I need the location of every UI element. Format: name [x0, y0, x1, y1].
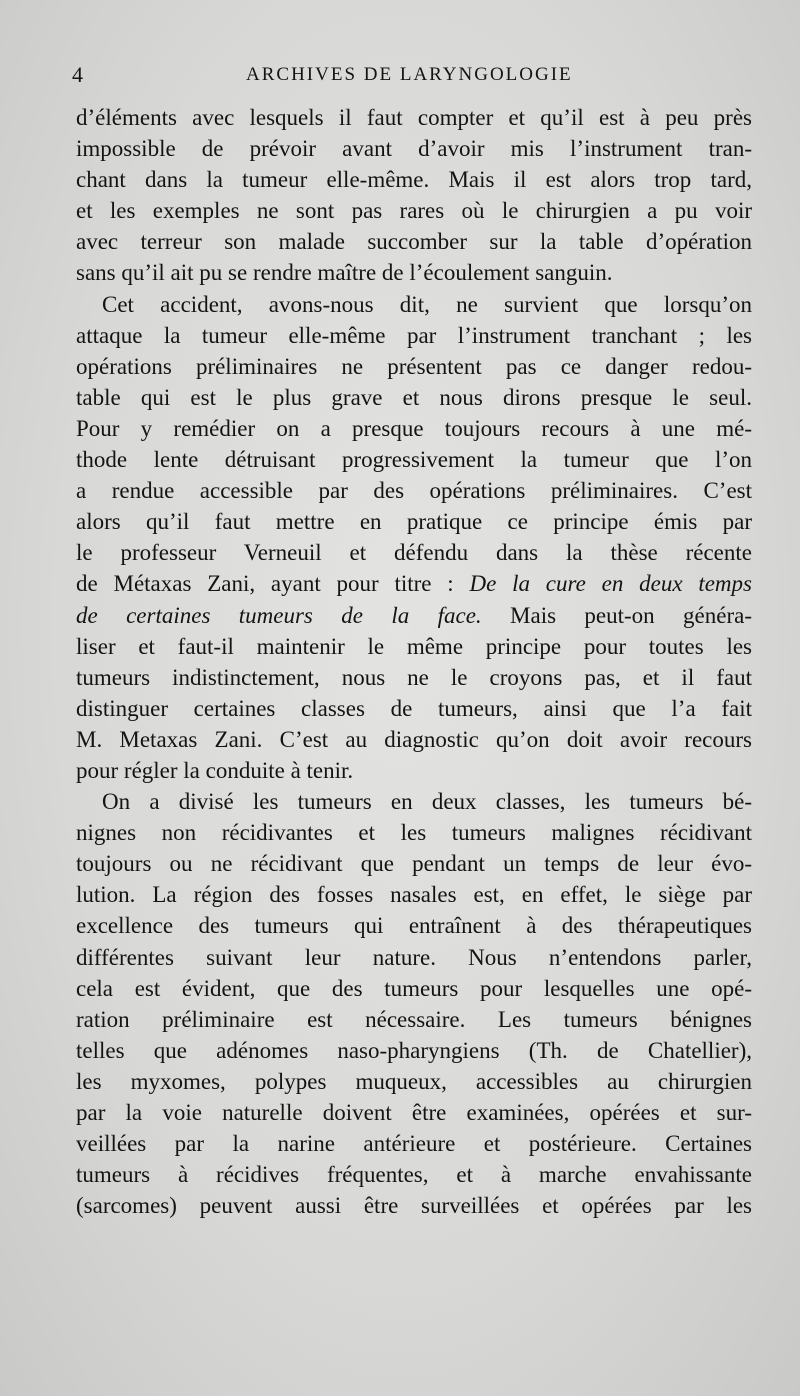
text-line [76, 568, 752, 599]
text-line: tumeurs à récidives fréquentes, et à marche envahissante [76, 1162, 752, 1188]
body-text [76, 102, 752, 1221]
text-line: table qui est le plus grave et nous dirons presque le seul. [76, 384, 752, 410]
text-line: a rendue accessible par des opérations préliminaires. C’est [76, 478, 752, 504]
text-line: impossible de prévoir avant d’avoir mis l’instrument tran- [76, 136, 752, 162]
text-line [76, 600, 752, 631]
text-line: lution. La région des fosses nasales est, en effet, le siège par [76, 882, 752, 908]
text-line: le professeur Verneuil et défendu dans la thèse récente [76, 540, 752, 566]
text-line: M. Metaxas Zani. C’est au diagnostic qu’on doit avoir recours [76, 726, 752, 752]
text-line: liser et faut-il maintenir le même principe pour toutes les [76, 633, 752, 659]
text-line: nignes non récidivantes et les tumeurs malignes récidivant [76, 820, 752, 846]
text-line: sans qu’il ait pu se rendre maître de l’écoulement sanguin. [76, 260, 613, 286]
page-number: 4 [72, 62, 84, 87]
text-run: Mais peut-on généra- [481, 602, 753, 628]
text-line: d’éléments avec lesquels il faut compter et qu’il est à peu près [76, 105, 752, 130]
text-line: ration préliminaire est nécessaire. Les tumeurs bénignes [76, 1006, 752, 1032]
text-line: Pour y remédier on a presque toujours recours à une mé- [76, 415, 752, 441]
text-line: cela est évident, que des tumeurs pour lesquelles une opé- [76, 975, 752, 1001]
text-line: attaque la tumeur elle-même par l’instrument tranchant ; les [76, 322, 752, 348]
text-line: distinguer certaines classes de tumeurs, ainsi que l’a fait [76, 695, 752, 721]
text-line: excellence des tumeurs qui entraînent à des thérapeutiques [76, 913, 752, 939]
italic-title: De la cure en deux temps [469, 571, 752, 597]
text-line: par la voie naturelle doivent être examinées, opérées et sur- [76, 1100, 752, 1125]
page-header [72, 62, 752, 90]
text-line: veillées par la narine antérieure et postérieure. Certaines [76, 1131, 752, 1157]
text-line: alors qu’il faut mettre en pratique ce principe émis par [76, 509, 752, 535]
text-line: toujours ou ne récidivant que pendant un temps de leur évo- [76, 851, 752, 877]
text-line: (sarcomes) peuvent aussi être surveillées et opérées par les [76, 1193, 752, 1219]
text-line: pour régler la conduite à tenir. [76, 757, 354, 783]
text-line: tumeurs indistinctement, nous ne le croyons pas, et il faut [76, 664, 752, 690]
text-run: de Métaxas Zani, ayant pour titre : [76, 571, 470, 597]
text-line: les myxomes, polypes muqueux, accessibles au chirurgien [76, 1068, 752, 1094]
text-line: telles que adénomes naso-pharyngiens (Th. de Chatellier), [76, 1037, 752, 1063]
text-line: différentes suivant leur nature. Nous n’entendons parler, [76, 944, 752, 970]
text-line: On a divisé les tumeurs en deux classes, les tumeurs bé- [102, 789, 752, 815]
text-line: opérations préliminaires ne présentent pas ce danger redou- [76, 353, 752, 379]
text-line: avec terreur son malade succomber sur la table d’opération [76, 229, 752, 255]
italic-title: de certaines tumeurs de la face. [76, 602, 482, 628]
text-line: chant dans la tumeur elle-même. Mais il est alors trop tard, [76, 167, 752, 193]
text-line: et les exemples ne sont pas rares où le chirurgien a pu voir [76, 198, 752, 224]
text-line: thode lente détruisant progressivement la tumeur que l’on [76, 447, 752, 473]
running-title: ARCHIVES DE LARYNGOLOGIE [246, 64, 573, 85]
text-line: Cet accident, avons-nous dit, ne survient que lorsqu’on [102, 291, 752, 317]
